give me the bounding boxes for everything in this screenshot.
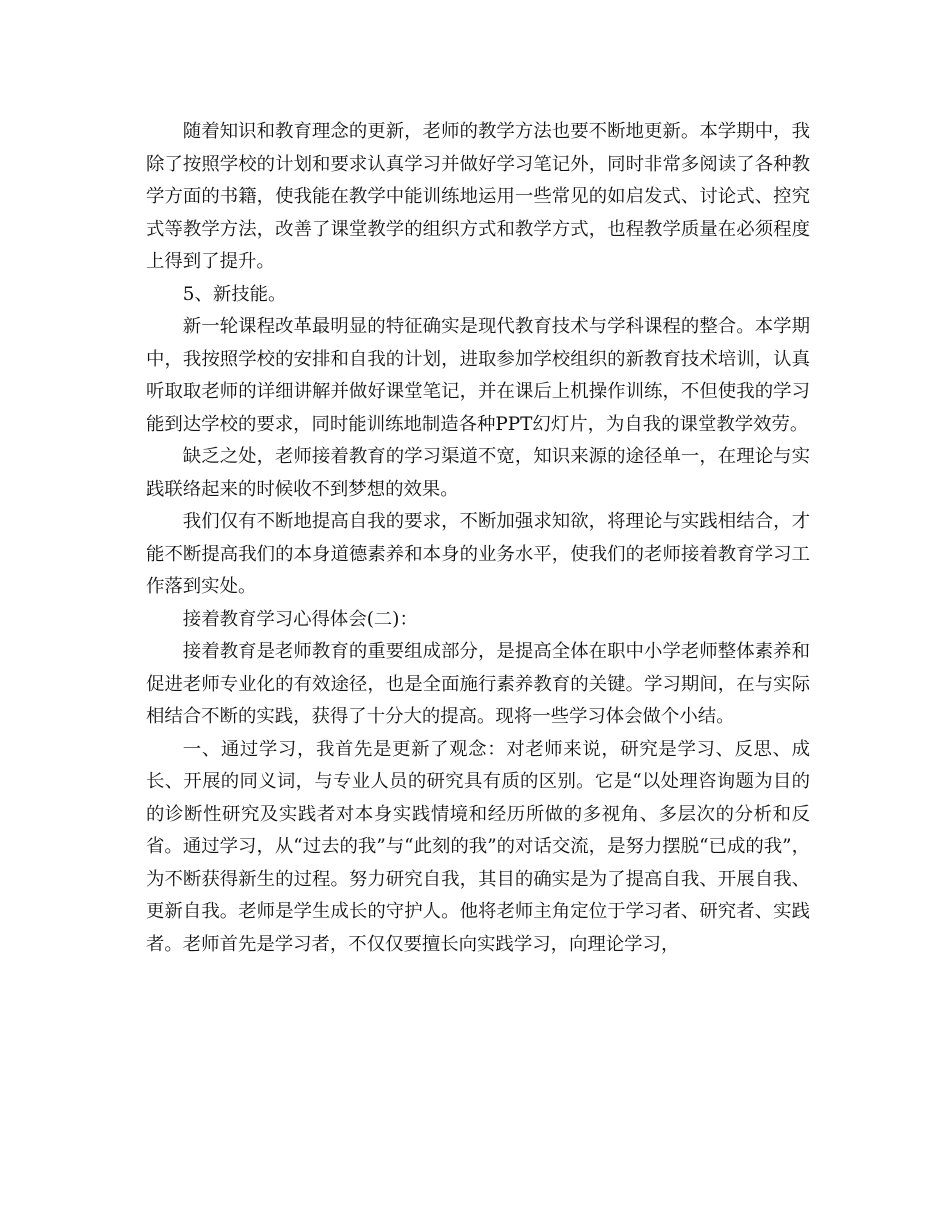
paragraph-continuing-education: 接着教育是老师教育的重要组成部分，是提高全体在职中小学老师整体素养和促进老师专业化的有效途径，也是全面施行素养教育的关键。学习期间，在与实际相结合不断的实践，获得了十分大的提高。现将一些学习体会做个小结。 (146, 641, 810, 727)
paragraph-shortcomings: 缺乏之处，老师接着教育的学习渠道不宽，知识来源的途径单一，在理论与实践联络起来的时候收不到梦想的效果。 (146, 446, 810, 500)
paragraph-updated-concepts: 一、通过学习，我首先是更新了观念：对老师来说，研究是学习、反思、成长、开展的同义词，与专业人员的研究具有质的区别。它是“以处理咨询题为目的的诊断性研究及实践者对本身实践情境和经历所做的多视角、多层次的分析和反省。通过学习，从“过去的我”与“此刻的我”的对话交流，是努力摆脱“已成的我”，为不断获得新生的过程。努力研究自我，其目的确实是为了提高自我、开展自我、更新自我。老师是学生成长的守护人。他将老师主角定位于学习者、研究者、实践者。老师首先是学习者，不仅仅要擅长向实践学习，向理论学习， (146, 738, 810, 955)
paragraph-improvement: 我们仅有不断地提高自我的要求，不断加强求知欲，将理论与实践相结合，才能不断提高我们的本身道德素养和本身的业务水平，使我们的老师接着教育学习工作落到实处。 (146, 511, 810, 597)
paragraph-curriculum-reform: 新一轮课程改革最明显的特征确实是现代教育技术与学科课程的整合。本学期中，我按照学校的安排和自我的计划，进取参加学校组织的新教育技术培训，认真听取取老师的详细讲解并做好课堂笔记，并在课后上机操作训练，不但使我的学习能到达学校的要求，同时能训练地制造各种PPT幻灯片，为自我的课堂教学效劳。 (146, 316, 810, 435)
paragraph-teaching-methods: 随着知识和教育理念的更新，老师的教学方法也要不断地更新。本学期中，我除了按照学校的计划和要求认真学习并做好学习笔记外，同时非常多阅读了各种教学方面的书籍，使我能在教学中能训练地运用一些常见的如启发式、讨论式、控究式等教学方法，改善了课堂教学的组织方式和教学方式，也程教学质量在必须程度上得到了提升。 (146, 121, 810, 272)
section-heading-part-two: 接着教育学习心得体会(二)： (182, 608, 418, 630)
document-body (146, 116, 810, 961)
paragraph-new-skills-heading: 5、新技能。 (182, 283, 287, 305)
